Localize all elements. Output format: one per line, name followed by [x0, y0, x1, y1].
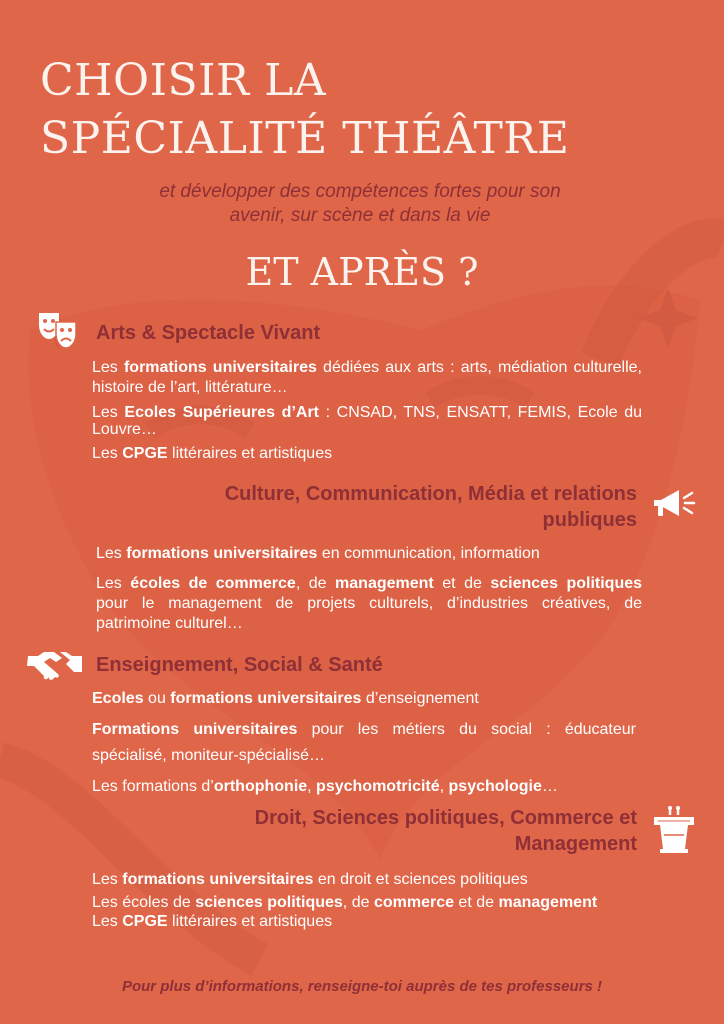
- list-item: Les écoles de sciences politiques, de commerce et de management: [92, 894, 598, 911]
- list-item: Les formations d’orthophonie, psychomotricité, psychologie…: [92, 778, 558, 795]
- subtitle: [60, 180, 660, 228]
- handshake-icon: [26, 646, 84, 682]
- section-heading-enseignement: Enseignement, Social & Santé: [96, 654, 383, 676]
- subtitle-line-1: et développer des compétences fortes pour son: [159, 181, 561, 202]
- after-heading: ET APRÈS ?: [245, 250, 479, 294]
- list-item: Ecoles ou formations universitaires d’enseignement: [92, 690, 479, 707]
- list-item: Les formations universitaires dédiées aux arts : arts, médiation culturelle, histoire de l’art, littérature…: [92, 359, 643, 396]
- section-heading-droit: Droit, Sciences politiques, Commerce et Management: [254, 807, 637, 855]
- list-item: Les CPGE littéraires et artistiques: [92, 913, 333, 930]
- section-body-culture: [96, 544, 642, 634]
- megaphone-icon: [650, 484, 696, 524]
- page-title: [40, 52, 570, 168]
- title-line-2: SPÉCIALITÉ THÉÂTRE: [40, 113, 570, 164]
- section-body-droit: [92, 870, 642, 932]
- section-heading-culture: Culture, Communication, Média et relations publiques: [224, 483, 637, 531]
- list-item: Les formations universitaires en communication, information: [96, 545, 540, 562]
- section-body-enseignement: [92, 689, 636, 797]
- list-item: Les formations universitaires en droit et sciences politiques: [92, 871, 528, 888]
- list-item: Les CPGE littéraires et artistiques: [92, 445, 333, 462]
- title-line-1: CHOISIR LA: [40, 55, 327, 106]
- list-item: Les Ecoles Supérieures d’Art : CNSAD, TNS, ENSATT, FEMIS, Ecole du Louvre…: [92, 404, 642, 438]
- section-body-arts: [92, 358, 642, 464]
- subtitle-line-2: avenir, sur scène et dans la vie: [229, 205, 491, 226]
- footer-note: Pour plus d’informations, renseigne-toi auprès de tes professeurs !: [121, 978, 603, 995]
- list-item: Les écoles de commerce, de management et de sciences politiques pour le management de projets culturels, d’industries créatives, de patrimoine culturel…: [96, 575, 643, 632]
- theater-masks-icon: [36, 308, 80, 352]
- section-heading-arts: Arts & Spectacle Vivant: [96, 322, 321, 344]
- lectern-icon: [652, 805, 696, 853]
- list-item: Formations universitaires pour les métiers du social : éducateur spécialisé, moniteur-spécialisé…: [92, 721, 636, 764]
